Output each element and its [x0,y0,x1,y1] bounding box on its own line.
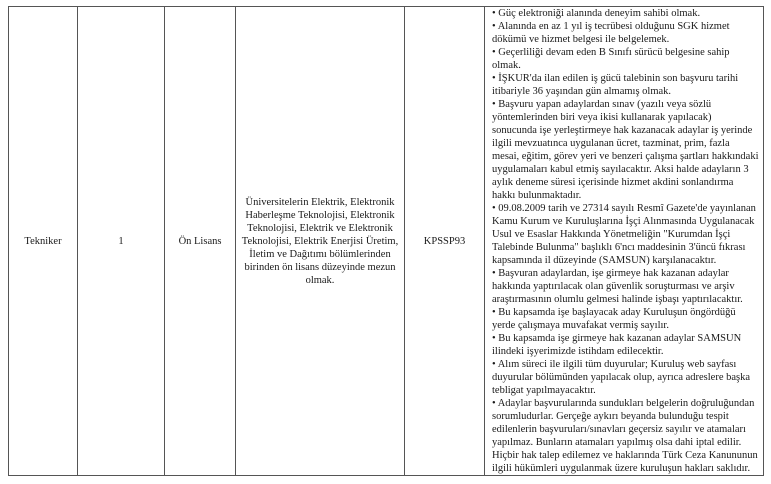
count-cell: 1 [78,7,165,476]
requirements-cell [485,7,764,476]
score-type-cell: KPSSP93 [405,7,485,476]
requirement-item: • 09.08.2009 tarih ve 27314 sayılı Resmî Gazete'de yayınlanan Kamu Kurum ve Kuruluşlarına İşçi Alınmasında Uygulanacak Usul ve Esaslar Hakkında Yönetmeliğin "Kurumdan İşçi Talebinde Bulunma" başlıklı 6'ncı maddesinin 3'üncü fıkrası kapsamında il düzeyinde (SAMSUN) karşılanacaktır. [492,203,756,266]
requirement-item: • Alanında en az 1 yıl iş tecrübesi olduğunu SGK hizmet dökümü ve hizmet belgesi ile belgelemek. [492,21,730,45]
requirement-item: • Geçerliliği devam eden B Sınıfı sürücü belgesine sahip olmak. [492,47,730,71]
requirement-item: • Alım süreci ile ilgili tüm duyurular; Kuruluş web sayfası duyurular bölümünden yapılacak olup, ayrıca adreslere başka tebligat yapılmayacaktır. [492,359,751,396]
requirement-item: • Adaylar başvurularında sundukları belgelerin doğruluğundan sorumludurlar. Gerçeğe aykırı beyanda bulunduğu tespit edilenlerin başvuruları/sınavları geçersiz sayılır ve atamaları yapılmaz. Bunların atamaları yapılmış olsa dahi iptal edilir. Hiçbir hak talep edilemez ve haklarında Türk Ceza Kanununun ilgili hükümleri uygulanmak üzere kuruluşun hakları saklıdır. [492,398,758,474]
job-requirements-table [8,6,764,476]
position-cell: Tekniker [9,7,78,476]
department-cell [236,7,405,476]
requirement-item: • Güç elektroniği alanında deneyim sahibi olmak. [492,8,701,19]
requirement-item: • İŞKUR'da ilan edilen iş gücü talebinin son başvuru tarihi itibariyle 36 yaşından gün almamış olmak. [492,73,739,97]
requirement-item: • Bu kapsamda işe başlayacak aday Kuruluşun öngördüğü yerde çalışmaya muvafakat vermiş sayılır. [492,307,736,331]
requirement-item: • Başvuru yapan adaylardan sınav (yazılı veya sözlü yöntemlerinden biri veya ikisi kullanarak yapılacak) sonucunda işe yerleştirmeye hak kazanacak adaylar iş yerinde ilgili mevzuatınca uygulanan ücret, tazminat, prim, fazla mesai, eğitim, görev yeri ve benzeri çalışma şartları hakkındaki uygulamaları kabul etmiş sayılacaktır. Aksi halde adayların 3 aylık deneme süresi içerisinde hizmet akdini sonlandırma hakkı bulunmaktadır. [492,99,759,201]
requirement-item: • Bu kapsamda işe girmeye hak kazanan adaylar SAMSUN ilindeki işyerimizde istihdam edilecektir. [492,333,742,357]
requirement-item: • Başvuran adaylardan, işe girmeye hak kazanan adaylar hakkında yaptırılacak olan güvenlik soruşturması ve arşiv araştırmasının olumlu gelmesi halinde işbaşı yaptırılacaktır. [492,268,743,305]
department-text: Üniversitelerin Elektrik, Elektronik Haberleşme Teknolojisi, Elektronik Teknolojisi, Elektrik ve Elektronik Teknolojisi, Elektrik Enerjisi Üretim, İletim ve Dağıtımı bölümlerinden birinden ön lisans düzeyinde mezun olmak. [241,196,399,286]
table-row [9,7,764,476]
education-level-cell: Ön Lisans [165,7,236,476]
